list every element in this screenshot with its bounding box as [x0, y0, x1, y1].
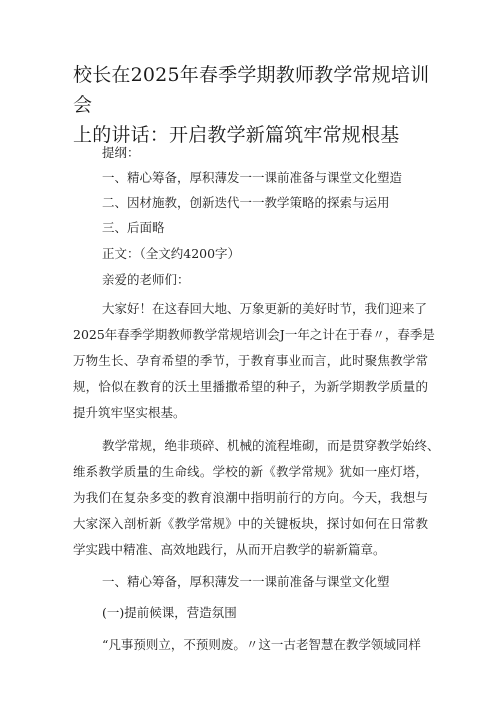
paragraph-3-line-1: “凡事预则立，不预则废。〃这一古老智慧在教学领域同样	[102, 637, 421, 652]
paragraph-1-line-2: 2025年春季学期教师教学常规培训会J一年之计在于春〃，春季是	[73, 327, 435, 342]
greeting: 亲爱的老师们：	[102, 272, 190, 287]
paragraph-2-line-5: 学实践中精准、高效地践行，从而开启教学的崭新篇章。	[73, 542, 386, 557]
paragraph-1-line-3: 万物生长、孕育希望的季节，于教育事业而言，此时聚焦教学常	[73, 353, 428, 368]
paragraph-1-line-1: 大家好！在这春回大地、万象更新的美好时节，我们迎来了	[102, 301, 428, 316]
paragraph-1-line-5: 提升筑牢坚实根基。	[73, 405, 186, 420]
outline-item-3: 三、后面略	[102, 220, 165, 235]
outline-item-2: 二、因材施教，创新迭代一一教学策略的探索与运用	[102, 195, 390, 210]
document-title	[73, 60, 433, 150]
paragraph-2-line-3: 为我们在复杂多变的教育浪潮中指明前行的方向。今天，我想与	[73, 490, 428, 505]
title-line-2: 上的讲话：开启教学新篇筑牢常规根基	[73, 124, 400, 146]
title-line-1: 校长在2025年春季学期教师教学常规培训会	[73, 64, 430, 116]
paragraph-2-line-2: 维系教学质量的生命线。学校的新《教学常规》犹如一座灯塔，	[73, 464, 428, 479]
paragraph-1-line-4: 规，恰似在教育的沃土里播撒希望的种子，为新学期教学质量的	[73, 379, 428, 394]
outline-label: 提纲：	[102, 145, 140, 160]
paragraph-2-line-1: 教学常规，绝非琐碎、机械的流程堆砌，而是贯穿教学始终、	[102, 438, 440, 453]
outline-item-1: 一、精心筹备，厚积薄发一一课前准备与课堂文化塑造	[102, 170, 403, 185]
section-1-heading: 一、精心筹备，厚积薄发一一课前准备与课堂文化塑	[102, 574, 390, 589]
subsection-1-heading: (一)提前候课，营造氛围	[102, 605, 237, 620]
paragraph-2-line-4: 大家深入剖析新《教学常规》中的关键板块，探讨如何在日常教	[73, 516, 428, 531]
body-label: 正文：（全文约4200字）	[102, 246, 241, 261]
